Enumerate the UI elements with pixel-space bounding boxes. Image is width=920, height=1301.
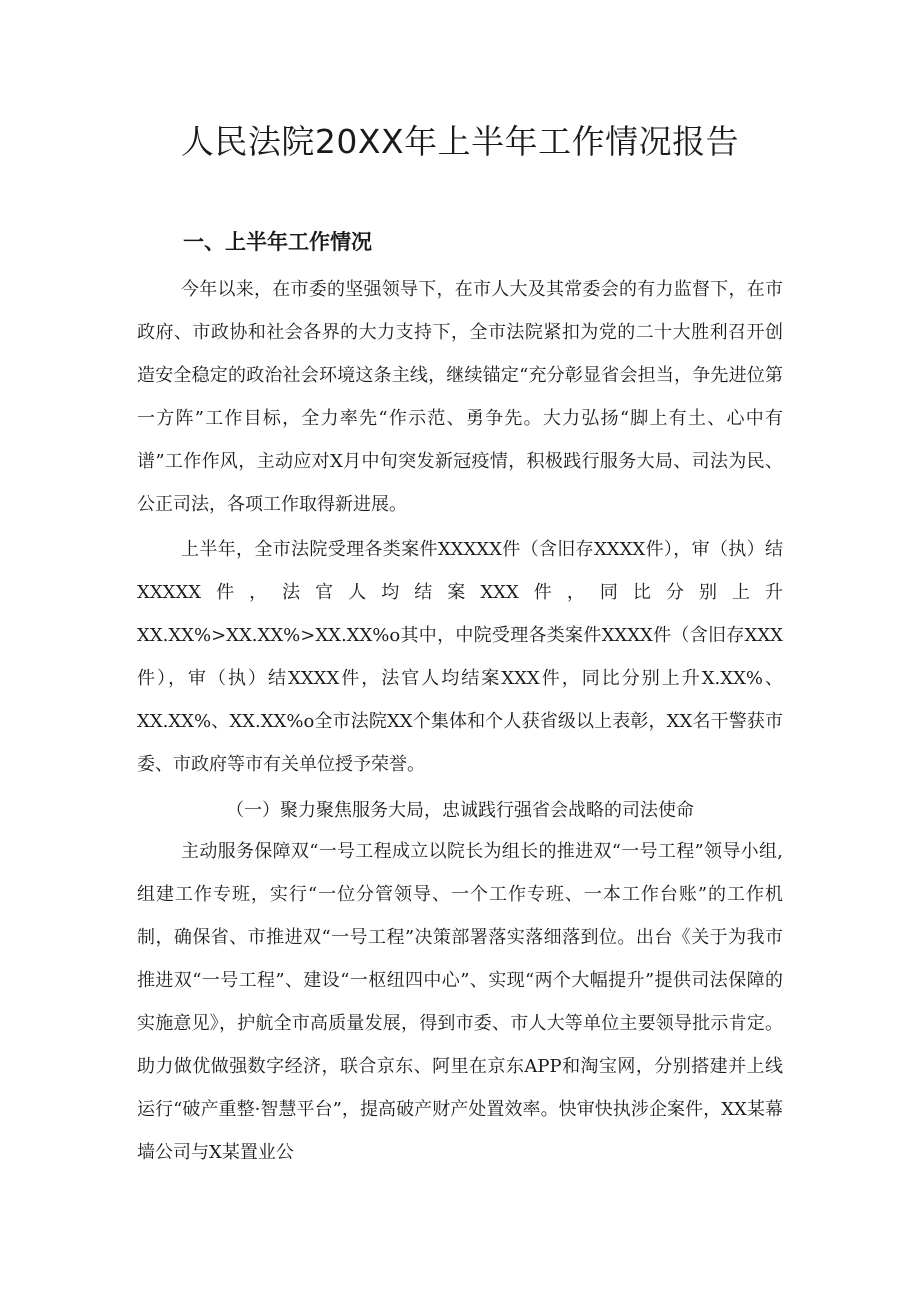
section-heading: 一、上半年工作情况 bbox=[183, 230, 372, 254]
subsection-heading: （一）聚力聚焦服务大局，忠诚践行强省会战略的司法使命 bbox=[226, 800, 694, 821]
paragraph-service: 主动服务保障双“一号工程成立以院长为组长的推进双“一号工程”领导小组,组建工作专班，实行“一位分管领导、一个工作专班、一本工作台账”的工作机制，确保省、市推进双“一号工程”决策部署落实落细落到位。出台《关于为我市推进双“一号工程”、建设“一枢纽四中心”、实现“两个大幅提升”提供司法保障的实施意见》，护航全市高质量发展，得到市委、市人大等单位主要领导批示肯定。助力做优做强数字经济，联合京东、阿里在京东APP和淘宝网，分别搭建并上线运行“破产重整·智慧平台”，提高破产财产处置效率。快审快执涉企案件，XX某幕墙公司与X某置业公 bbox=[137, 841, 783, 1163]
paragraph-statistics: 上半年，全市法院受理各类案件XXXXX件（含旧存XXXX件），审（执）结XXXXX件，法官人均结案XXX件，同比分别上升XX.XX%>XX.XX%>XX.XX%o其中，中院受理各类案件XXXX件（含旧存XXX件），审（执）结XXXX件，法官人均结案XXX件，同比分别上升X.XX%、XX.XX%、XX.XX%o全市法院XX个集体和个人获省级以上表彰，XX名干警获市委、市政府等市有关单位授予荣誉。 bbox=[137, 539, 783, 775]
document-title: 人民法院20XX年上半年工作情况报告 bbox=[180, 122, 740, 161]
paragraph-intro: 今年以来，在市委的坚强领导下，在市人大及其常委会的有力监督下，在市政府、市政协和社会各界的大力支持下，全市法院紧扣为党的二十大胜利召开创造安全稳定的政治社会环境这条主线，继续锚定“充分彰显省会担当，争先进位第一方阵”工作目标，全力率先“作示范、勇争先。大力弘扬“脚上有土、心中有谱”工作作风，主动应对X月中旬突发新冠疫情，积极践行服务大局、司法为民、公正司法，各项工作取得新进展。 bbox=[137, 279, 783, 515]
